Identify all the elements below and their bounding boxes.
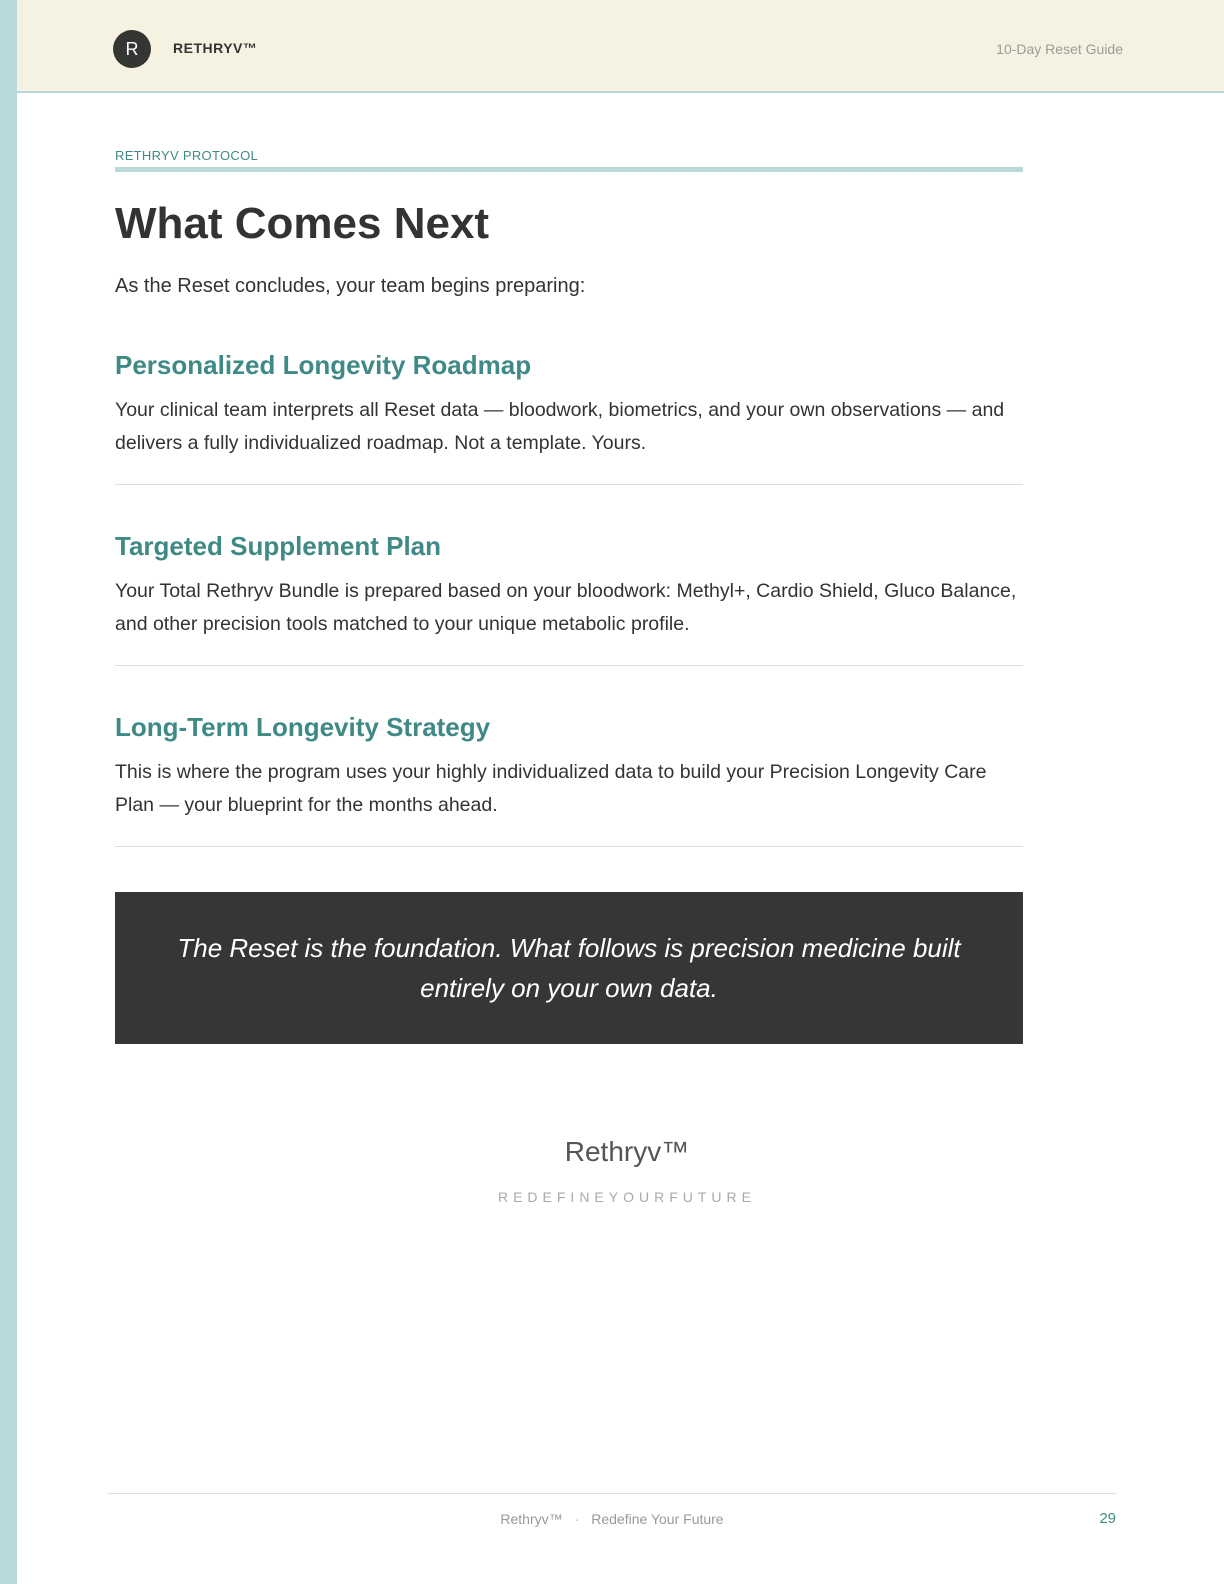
section-divider: [115, 484, 1023, 485]
quote-callout: [115, 892, 1023, 1044]
section-long-term-strategy: [115, 710, 1023, 847]
footer-tagline: Redefine Your Future: [591, 1511, 724, 1527]
eyebrow-divider: [115, 167, 1023, 172]
footer-divider: [108, 1493, 1116, 1494]
page-title: What Comes Next: [115, 199, 490, 248]
section-divider: [115, 665, 1023, 666]
section-roadmap: [115, 348, 1023, 485]
page-number: 29: [1099, 1510, 1116, 1527]
signature-brand: Rethryv™: [564, 1136, 690, 1167]
section-title: Targeted Supplement Plan: [115, 531, 442, 561]
section-title: Personalized Longevity Roadmap: [115, 350, 532, 380]
section-divider: [115, 846, 1023, 847]
quote-text: The Reset is the foundation. What follows is precision medicine built entirely on your own data.: [177, 933, 961, 1003]
header-guide-title: 10-Day Reset Guide: [996, 41, 1123, 57]
header-brand: RETHRYV™: [173, 40, 258, 56]
footer-separator: ·: [574, 1511, 580, 1527]
section-supplement-plan: [115, 529, 1023, 666]
section-body: Your clinical team interprets all Reset data — bloodwork, biometrics, and your own observations — and delivers a fully individualized roadmap. Not a template. Yours.: [115, 399, 1005, 454]
page-header: [17, 0, 1224, 93]
logo-badge: R: [113, 30, 151, 68]
left-accent-bar: [0, 0, 17, 1584]
section-title: Long-Term Longevity Strategy: [115, 712, 491, 742]
intro-text: As the Reset concludes, your team begins preparing:: [115, 275, 586, 297]
section-body: This is where the program uses your highly individualized data to build your Precision Longevity Care Plan — your blueprint for the months ahead.: [115, 761, 987, 816]
signature-tagline: REDEFINEYOURFUTURE: [497, 1189, 756, 1205]
section-body: Your Total Rethryv Bundle is prepared based on your bloodwork: Methyl+, Cardio Shield, Gluco Balance, and other precision tools matched to your unique metabolic profile.: [115, 580, 1017, 635]
main-content: [115, 148, 1023, 1044]
section-eyebrow: RETHRYV PROTOCOL: [115, 148, 259, 163]
footer-brand: Rethryv™: [500, 1511, 563, 1527]
page-footer: [0, 1511, 1224, 1527]
